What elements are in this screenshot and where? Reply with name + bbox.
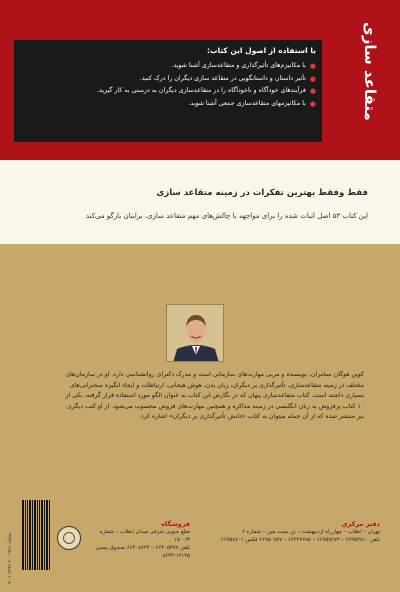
hq-phone: تلفن ۶۶۹۵۳۸۱۰ – ۶۶۹۵۸۲۷۳ – ۶۶۴۲۲۷۸۵ – ۶۶۹۵۰۷۷۷ فکس ۶۶۹۵۸۷۰۱ (220, 537, 380, 543)
hq-label: دفتر مرکزی (341, 520, 380, 528)
bullet-marker-icon: ● (309, 99, 316, 108)
bullets-list (76, 60, 316, 110)
bullet-item (76, 85, 316, 98)
bullet-item (76, 60, 316, 73)
shop-phone: تلفن ۶۶۴۰۵۳۷۷ – ۶۶۴۰۸۶۲۳ صندوق پستی ۱۳۱۴۵-۸۶۴۳ (95, 545, 190, 559)
bullet-text: با مکانیزم‌های تأثیرگذاری و متقاعدسازی آشنا شوید. (171, 62, 306, 69)
isbn-vertical: شابک: ۹۷۸-۶۰۰-۸۴۴۸-۰۱-۹ (8, 532, 13, 584)
hq-address: تهران – انقلاب – چهارراه اردیبهشت – بن بست مین – شماره ۶ (242, 529, 380, 535)
hq-info (194, 520, 380, 544)
bullet-text: فرآیندهای خودآگاه و ناخودآگاه را در متقاعدسازی دیگران به درستی به کار گیرید. (96, 87, 306, 94)
shop-address: ضلع جنوبی شرقی میدان انقلاب – شماره ۱۵۰۰/۳ (99, 529, 190, 543)
red-header-block (0, 0, 400, 160)
barcode-icon (22, 500, 52, 570)
bullet-marker-icon: ● (309, 87, 316, 95)
intro-text: این کتاب ۵۳ اصل اثبات شده را برای مواجهه با چالش‌های مهم متقاعد سازی، برایتان بازگو می‌کند (85, 212, 368, 220)
author-bio: کوین هوگان سخنران، نویسنده و مربی مهارت‌های سازمانی است و مدرک دکترای روانشناسی دارد. او در سازمان‌های مختلف در زمینه متقاعدسازی، تأثیرگذاری بر دیگران، زبان بدن، هوش هیجانی، ارتباطات و ایجاد انگیزه سخنرانی‌های بسیاری داشته است. کتاب متقاعدسازی پنهان که در نگارش این کتاب به عنوان الگو مورد استفاده قرار گرفته، یکی از ۱۰ کتاب پرفروش به زبان انگلیسی در زمینه مذاکره و همچنین مهارت‌های فروش محسوب می‌شود. از او کتب دیگری نیز منتشر شده که از آن جمله میتوان به کتاب «دانش تأثیرگذاری بر دیگران» اشاره کرد. (65, 371, 364, 420)
bullet-text: تأثیر داستان و داستانگویی در متقاعد سازی دیگران را درک کنید. (139, 74, 306, 82)
spine-title: متقاعد سازی (361, 22, 379, 121)
bullet-marker-icon: ● (309, 62, 316, 70)
bullet-item (76, 73, 316, 86)
bullet-marker-icon: ● (309, 74, 316, 83)
author-photo (166, 304, 224, 362)
shop-info (86, 520, 190, 560)
bullet-item (76, 98, 316, 111)
tagline: فقط وفقط بهترین تفکرات در زمینه متقاعد سازی (156, 188, 368, 198)
bullets-title: با استفاده از اصول این کتاب: (206, 46, 316, 55)
shop-label: فروشگاه (161, 520, 190, 528)
author-portrait-icon (167, 305, 224, 362)
bullet-text: با مکانیزمهای متقاعدسازی جمعی آشنا شوید. (188, 99, 306, 107)
publisher-seal-icon (57, 526, 81, 550)
